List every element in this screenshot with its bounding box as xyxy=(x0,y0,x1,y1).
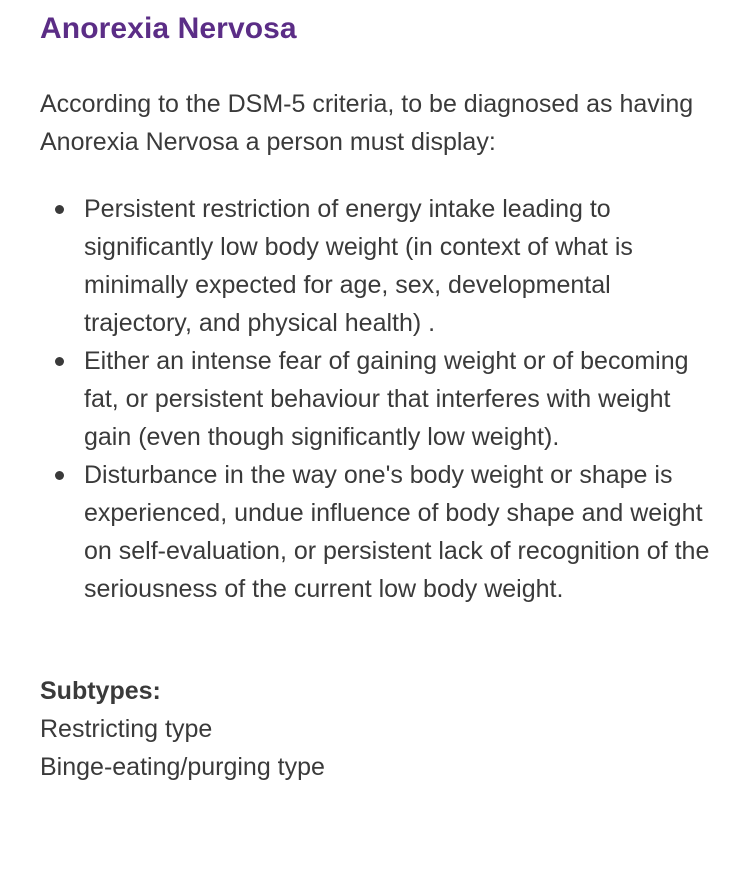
criteria-list xyxy=(40,190,710,608)
criteria-item xyxy=(40,456,710,608)
subtypes-section xyxy=(40,672,710,786)
subtypes-heading: Subtypes: xyxy=(40,677,161,705)
criteria-text: Disturbance in the way one's body weight or shape is experienced, undue influence of body shape and weight on self-evaluation, or persistent lack of recognition of the seriousness of the current low body weight. xyxy=(84,461,710,603)
bullet-icon xyxy=(55,357,64,366)
criteria-text: Either an intense fear of gaining weight or of becoming fat, or persistent behaviour that interferes with weight gain (even though significantly low weight). xyxy=(84,347,689,451)
bullet-icon xyxy=(55,205,64,214)
intro-paragraph: According to the DSM-5 criteria, to be diagnosed as having Anorexia Nervosa a person must display: xyxy=(40,90,694,156)
subtype-item: Binge-eating/purging type xyxy=(40,753,325,781)
bullet-icon xyxy=(55,471,64,480)
subtype-item: Restricting type xyxy=(40,715,213,743)
criteria-item xyxy=(40,190,710,342)
page-title: Anorexia Nervosa xyxy=(40,12,297,45)
criteria-item xyxy=(40,342,710,456)
criteria-text: Persistent restriction of energy intake leading to significantly low body weight (in context of what is minimally expected for age, sex, developmental trajectory, and physical health) . xyxy=(84,195,633,337)
